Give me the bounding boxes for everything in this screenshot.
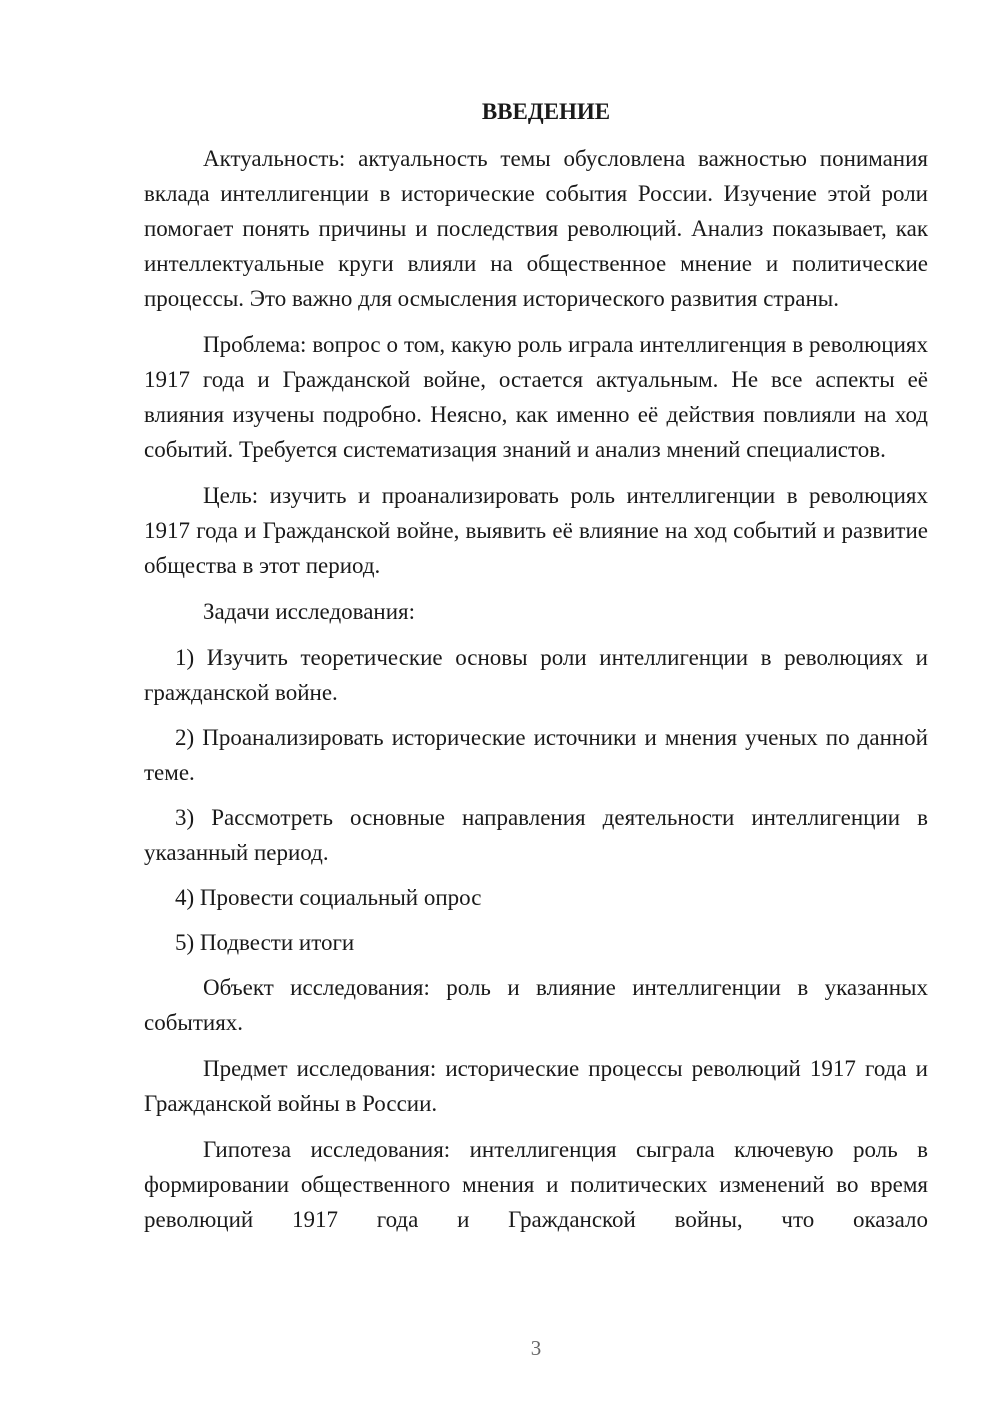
tasks-heading: Задачи исследования:	[203, 599, 416, 624]
page-content	[144, 94, 928, 1248]
relevance-paragraph: Актуальность: актуальность темы обусловлена важностью понимания вклада интеллигенции в исторические события России. Изучение этой роли помогает понять причины и последствия революций. Анализ показывает, как интеллектуальные круги влияли на общественное мнение и политические процессы. Это важно для осмысления исторического развития страны.	[144, 146, 928, 311]
task-item: 4) Провести социальный опрос	[175, 885, 482, 910]
task-item: 1) Изучить теоретические основы роли интеллигенции в революциях и гражданской войне.	[144, 645, 928, 705]
subject-paragraph: Предмет исследования: исторические процессы революций 1917 года и Гражданской войны в России.	[144, 1056, 928, 1116]
object-paragraph: Объект исследования: роль и влияние интеллигенции в указанных событиях.	[144, 975, 928, 1035]
hypothesis-paragraph: Гипотеза исследования: интеллигенция сыграла ключевую роль в формировании общественного мнения и политических изменений во время революций 1917 года и Гражданской войны, что оказало	[144, 1137, 928, 1232]
problem-paragraph: Проблема: вопрос о том, какую роль играла интеллигенция в революциях 1917 года и Гражданской войне, остается актуальным. Не все аспекты её влияния изучены подробно. Неясно, как именно её действия повлияли на ход событий. Требуется систематизация знаний и анализ мнений специалистов.	[144, 332, 928, 462]
task-item: 2) Проанализировать исторические источники и мнения ученых по данной теме.	[144, 725, 928, 785]
page-number: 3	[530, 1336, 542, 1360]
goal-paragraph: Цель: изучить и проанализировать роль интеллигенции в революциях 1917 года и Гражданской войне, выявить её влияние на ход событий и развитие общества в этот период.	[144, 483, 928, 578]
task-item: 5) Подвести итоги	[175, 930, 355, 955]
section-title: ВВЕДЕНИЕ	[481, 99, 611, 124]
task-item: 3) Рассмотреть основные направления деятельности интеллигенции в указанный период.	[144, 805, 928, 865]
